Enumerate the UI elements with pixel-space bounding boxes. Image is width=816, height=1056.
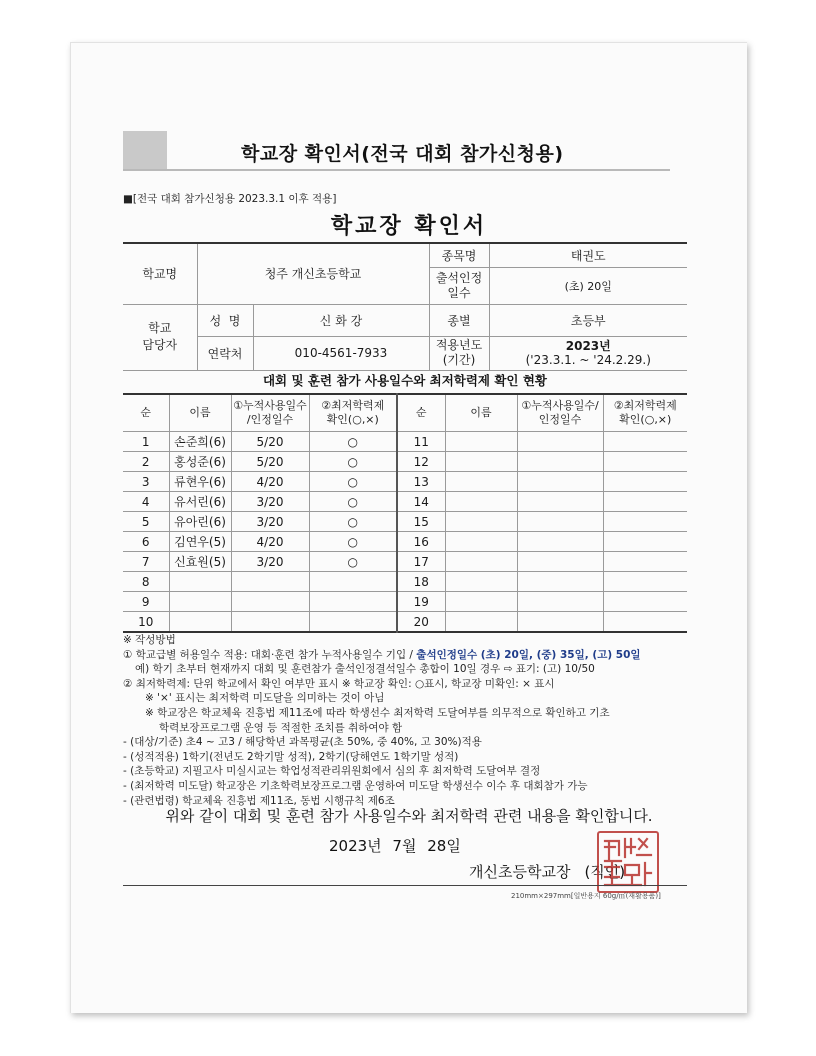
- row-days-2: [517, 532, 603, 552]
- row-no-2: 14: [397, 492, 445, 512]
- header-no: 순: [123, 394, 169, 432]
- row-check-2: [603, 512, 687, 532]
- row-name: [169, 572, 231, 592]
- row-check: [309, 572, 397, 592]
- row-name-2: [445, 432, 517, 452]
- row-no: 1: [123, 432, 169, 452]
- row-name: 신효원(5): [169, 552, 231, 572]
- row-days-2: [517, 552, 603, 572]
- bottom-rule: [123, 885, 687, 886]
- row-no-2: 20: [397, 612, 445, 633]
- year-label: 적용년도 (기간): [429, 336, 489, 370]
- row-name-2: [445, 452, 517, 472]
- row-no-2: 16: [397, 532, 445, 552]
- document-date: 2023년 7월 28일: [329, 837, 461, 855]
- detail-5: - (관련법령) 학교체육 진흥법 제11조, 동법 시행규칙 제6조: [123, 794, 395, 807]
- row-check-2: [603, 552, 687, 572]
- table-row: [123, 612, 687, 633]
- row-no: 4: [123, 492, 169, 512]
- header-no-2: 순: [397, 394, 445, 432]
- contact-value: 010-4561-7933: [253, 336, 429, 370]
- table-row: [123, 452, 687, 472]
- row-check: ○: [309, 472, 397, 492]
- year-cell: [489, 336, 687, 370]
- note-1-highlight: 출석인정일수 (초) 20일, (중) 35일, (고) 50일: [416, 648, 641, 661]
- table-row: [123, 572, 687, 592]
- row-days-2: [517, 452, 603, 472]
- contact-label: 연락처: [197, 336, 253, 370]
- row-days: [231, 572, 309, 592]
- note-1-text: ① 학교급별 허용일수 적용: 대회·훈련 참가 누적사용일수 기입 /: [123, 648, 417, 661]
- row-name: [169, 612, 231, 633]
- seal-icon: [599, 833, 657, 891]
- row-days-2: [517, 432, 603, 452]
- row-check: ○: [309, 492, 397, 512]
- row-no: 10: [123, 612, 169, 633]
- row-no-2: 13: [397, 472, 445, 492]
- header-name: 이름: [169, 394, 231, 432]
- header-band: [123, 131, 670, 171]
- student-table: [123, 393, 687, 633]
- row-no: 5: [123, 512, 169, 532]
- detail-2: - (성적적용) 1학기(전년도 2학기말 성적), 2학기(당해연도 1학기말 성적): [123, 750, 459, 763]
- row-days: 4/20: [231, 532, 309, 552]
- row-check: [309, 612, 397, 633]
- manager-name-value: 신 화 강: [253, 304, 429, 336]
- header-days-2: ①누적사용일수/ 인정일수: [517, 394, 603, 432]
- section-title: 대회 및 훈련 참가 사용일수와 최저학력제 확인 현황: [262, 373, 548, 388]
- row-days: [231, 612, 309, 633]
- note-2: ② 최저학력제: 단위 학교에서 확인 여부만 표시 ※ 학교장 확인: ○표시, 학교장 미확인: × 표시: [123, 677, 555, 690]
- detail-4: - (최저학력 미도달) 학교장은 기초학력보장프로그램 운영하여 미도달 학생선수 이수 후 대회참가 가능: [123, 779, 588, 792]
- paper-spec: 210mm×297mm[일반용지 60g/㎡(재활용품)]: [511, 892, 661, 900]
- table-row: [123, 552, 687, 572]
- row-check-2: [603, 572, 687, 592]
- confirmation-statement: 위와 같이 대회 및 훈련 참가 사용일수와 최저학력 관련 내용을 확인합니다.: [165, 807, 653, 825]
- period-value: ('23.3.1. ~ '24.2.29.): [525, 353, 651, 367]
- school-name: 청주 개신초등학교: [197, 243, 429, 304]
- note-2c: 학력보장프로그램 운영 등 적절한 조치를 취하여야 함: [159, 721, 403, 734]
- header-name-2: 이름: [445, 394, 517, 432]
- row-days-2: [517, 472, 603, 492]
- note-2b: ※ 학교장은 학교체육 진흥법 제11조에 따라 학생선수 최저학력 도달여부를 의무적으로 확인하고 기초: [145, 706, 610, 719]
- attendance-days-label: 출석인정 일수: [429, 267, 489, 304]
- row-days: [231, 592, 309, 612]
- table-row: [123, 592, 687, 612]
- row-name: 유서린(6): [169, 492, 231, 512]
- row-no: 8: [123, 572, 169, 592]
- row-name-2: [445, 492, 517, 512]
- row-name-2: [445, 572, 517, 592]
- header-check-2: ②최저학력제 확인(○,×): [603, 394, 687, 432]
- row-name: 김연우(5): [169, 532, 231, 552]
- row-days-2: [517, 572, 603, 592]
- row-check: ○: [309, 452, 397, 472]
- year-value: 2023년: [565, 339, 611, 353]
- row-days-2: [517, 612, 603, 633]
- row-name: [169, 592, 231, 612]
- principal-title: 개신초등학교장: [469, 863, 571, 881]
- row-days: 5/20: [231, 452, 309, 472]
- row-name: 류현우(6): [169, 472, 231, 492]
- table-row: [123, 492, 687, 512]
- row-no-2: 11: [397, 432, 445, 452]
- category-label: 종별: [429, 304, 489, 336]
- row-no-2: 18: [397, 572, 445, 592]
- row-days-2: [517, 492, 603, 512]
- row-check-2: [603, 592, 687, 612]
- table-row: [123, 512, 687, 532]
- note-2a: ※ '×' 표시는 최저학력 미도달을 의미하는 것이 아님: [145, 692, 385, 705]
- row-days: 3/20: [231, 552, 309, 572]
- row-days-2: [517, 512, 603, 532]
- row-check-2: [603, 532, 687, 552]
- header-days: ①누적사용일수 /인정일수: [231, 394, 309, 432]
- document-sheet: [70, 42, 747, 1013]
- row-name-2: [445, 612, 517, 633]
- notes-heading: ※ 작성방법: [123, 634, 176, 646]
- event-label: 종목명: [429, 243, 489, 267]
- school-info-table: [123, 242, 687, 371]
- row-no: 6: [123, 532, 169, 552]
- row-no: 7: [123, 552, 169, 572]
- row-check: ○: [309, 532, 397, 552]
- row-name-2: [445, 592, 517, 612]
- header-check: ②최저학력제 확인(○,×): [309, 394, 397, 432]
- note-1: [123, 648, 723, 663]
- table-row: [123, 472, 687, 492]
- row-no: 2: [123, 452, 169, 472]
- document-title: 학교장 확인서: [330, 214, 488, 239]
- header-title: 학교장 확인서(전국 대회 참가신청용): [241, 143, 564, 165]
- row-no-2: 15: [397, 512, 445, 532]
- instructions: [123, 633, 723, 808]
- row-no-2: 12: [397, 452, 445, 472]
- row-check-2: [603, 492, 687, 512]
- row-check: ○: [309, 512, 397, 532]
- applicability-note: ■[전국 대회 참가신청용 2023.3.1 이후 적용]: [123, 193, 337, 205]
- row-check-2: [603, 612, 687, 633]
- table-row: [123, 432, 687, 452]
- row-check-2: [603, 452, 687, 472]
- row-check-2: [603, 472, 687, 492]
- row-name: 손준희(6): [169, 432, 231, 452]
- header-grey-block: [123, 131, 167, 169]
- manager-name-label: 성 명: [197, 304, 253, 336]
- seal-mark: (직인): [584, 863, 626, 881]
- manager-label: 학교 담당자: [123, 304, 197, 370]
- row-no: 9: [123, 592, 169, 612]
- row-days-2: [517, 592, 603, 612]
- row-name-2: [445, 552, 517, 572]
- row-check: [309, 592, 397, 612]
- row-name-2: [445, 512, 517, 532]
- note-1-example: 예) 학기 초부터 현재까지 대회 및 훈련참가 출석인정결석일수 총합이 10일 경우 ⇨ 표기: (고) 10/50: [135, 663, 595, 676]
- row-no-2: 17: [397, 552, 445, 572]
- row-check: ○: [309, 432, 397, 452]
- category-value: 초등부: [489, 304, 687, 336]
- official-seal-stamp: [597, 831, 659, 893]
- row-check-2: [603, 432, 687, 452]
- row-name: 유아린(6): [169, 512, 231, 532]
- row-no-2: 19: [397, 592, 445, 612]
- detail-1: - (대상/기준) 초4 ~ 고3 / 해당학년 과목평균(초 50%, 중 40%, 고 30%)적용: [123, 736, 482, 749]
- school-label: 학교명: [123, 243, 197, 304]
- attendance-days-value: (초) 20일: [489, 267, 687, 304]
- row-no: 3: [123, 472, 169, 492]
- table-row: [123, 532, 687, 552]
- row-days: 3/20: [231, 492, 309, 512]
- row-days: 4/20: [231, 472, 309, 492]
- row-days: 3/20: [231, 512, 309, 532]
- event-value: 태권도: [489, 243, 687, 267]
- detail-3: - (초등학교) 지필고사 미실시교는 학업성적관리위원회에서 심의 후 최저학력 도달여부 결정: [123, 765, 541, 778]
- row-name: 홍성준(6): [169, 452, 231, 472]
- row-name-2: [445, 532, 517, 552]
- row-name-2: [445, 472, 517, 492]
- row-days: 5/20: [231, 432, 309, 452]
- row-check: ○: [309, 552, 397, 572]
